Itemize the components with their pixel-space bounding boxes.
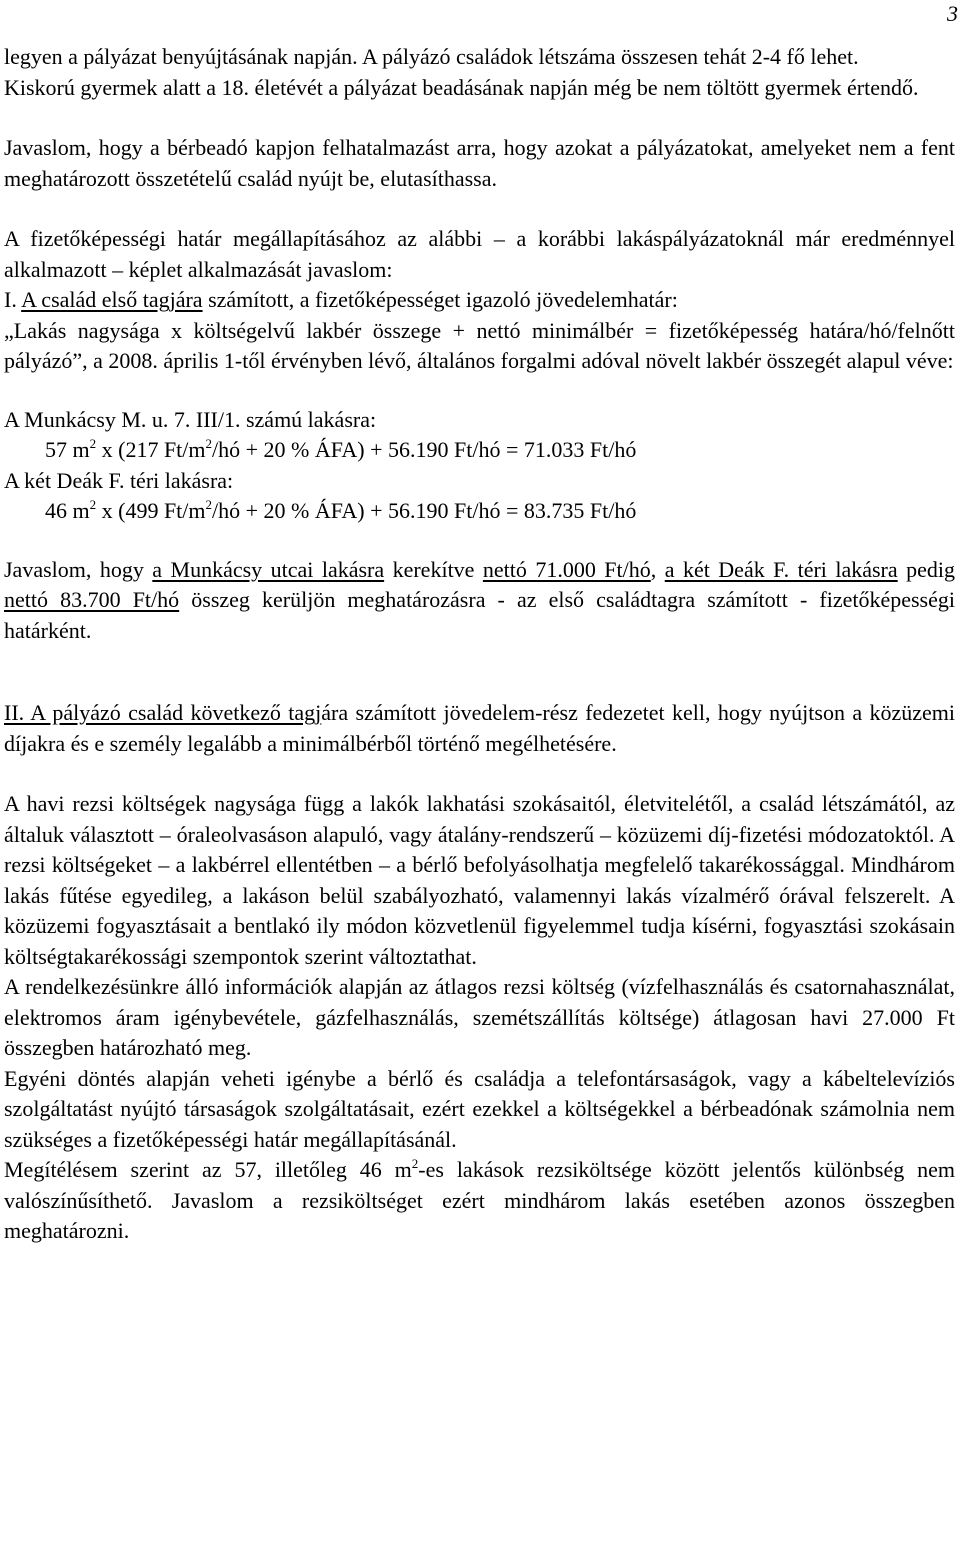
paragraph-conclusion: Megítélésem szerint az 57, illetőleg 46 $m^2-es$ lakások rezsiköltsége között jelentős különbség nem valószínűsíthető. Javaslom a rezsiköltséget ezért mindhárom lakás esetében azonos összegben meghatározni. [4, 1156, 955, 1243]
document-body [4, 42, 955, 1247]
first-member-underlined: A család első tagjára [21, 287, 203, 312]
paragraph-formula-intro: A fizetőképességi határ megállapításához az alábbi – a korábbi lakáspályázatoknál már eredménnyel alkalmazott – képlet alkalmazását javaslom: [4, 226, 955, 282]
calc-munkacsy-formula: 57 $m^2$ x (217 $Ft/m^2/hó + 20$ % ÁFA) + 56.190 Ft/hó = 71.033 Ft/hó [45, 436, 637, 462]
paragraph-threshold-proposal: Javaslom, hogy a Munkácsy utcai lakásra kerekítve nettó 71.000 Ft/hó, a két Deák F. téri lakásra pedig nettó 83.700 Ft/hó összeg kerüljön meghatározásra - az első családtagra számított - fizetőképességi határként. [4, 556, 955, 643]
paragraph-family-size: legyen a pályázat benyújtásának napján. A pályázó családok létszáma összesen tehát 2-4 fő lehet. [4, 44, 859, 69]
paragraph-utility-costs: A havi rezsi költségek nagysága függ a lakók lakhatási szokásaitól, életvitelétől, a család létszámától, az általuk választott – óraleolvasáson alapuló, vagy átalány-rendszerű – közüzemi díj-fizetési módozatoktól. A rezsi költségeket – a lakbérrel ellentétben – a bérlő befolyásolhatja megfelelő takarékossággal. Mindhárom lakás fűtése egyedileg, a lakáson belül szabályozható, valamennyi lakás vízalmérő órával felszerelt. A közüzemi fogyasztásait a bentlakó ily módon közvetlenül figyelemmel tudja kísérni, fogyasztási szokásain költségtakarékossági szempontok szerint változtathat. [4, 791, 955, 969]
paragraph-rejection-proposal: Javaslom, hogy a bérbeadó kapjon felhatalmazást arra, hogy azokat a pályázatokat, amelyeket nem a fent meghatározott összetételű család nyújt be, elutasíthassa. [4, 135, 955, 191]
paragraph-optional-services: Egyéni döntés alapján veheti igénybe a bérlő és családja a telefontársaságok, vagy a kábeltelevíziós szolgáltatást nyújtó társaságok szolgáltatásait, ezért ezekkel a költségekkel a bérbeadónak számolnia nem szükséges a fizetőképességi határ megállapításánál. [4, 1065, 955, 1152]
paragraph-formula: „Lakás nagysága x költségelvű lakbér összege + nettó minimálbér = fizetőképesség határa/hó/felnőtt pályázó”, a 2008. április 1-től érvényben lévő, általános forgalmi adóval növelt lakbér összegét alapul véve: [4, 317, 955, 373]
calc-deak-title: A két Deák F. téri lakásra: [4, 467, 234, 493]
calc-deak-formula: 46 $m^2$ x (499 $Ft/m^2/hó + 20$ % ÁFA) + 56.190 Ft/hó = 83.735 Ft/hó [45, 497, 637, 523]
page-number: 3 [947, 1, 958, 26]
calc-munkacsy-title: A Munkácsy M. u. 7. III/1. számú lakásra: [4, 406, 377, 432]
paragraph-first-member: I. A család első tagjára számított, a fizetőképességet igazoló jövedelemhatár: [4, 287, 678, 312]
paragraph-average-costs: A rendelkezésünkre álló információk alapján az átlagos rezsi költség (vízfelhasználás és csatornahasználat, elektromos áram igénybevétele, gázfelhasználás, szemétszállítás költsége) átlagosan havi 27.000 Ft összegben határozható meg. [4, 974, 955, 1060]
paragraph-next-member: II. A pályázó család következő tagjára számított jövedelem-rész fedezetet kell, hogy nyújtson a közüzemi díjakra és e személy legalább a minimálbérből történő megélhetésére. [4, 700, 955, 756]
paragraph-minor-definition: Kiskorú gyermek alatt a 18. életévét a pályázat beadásának napján még be nem töltött gyermek értendő. [4, 74, 919, 100]
